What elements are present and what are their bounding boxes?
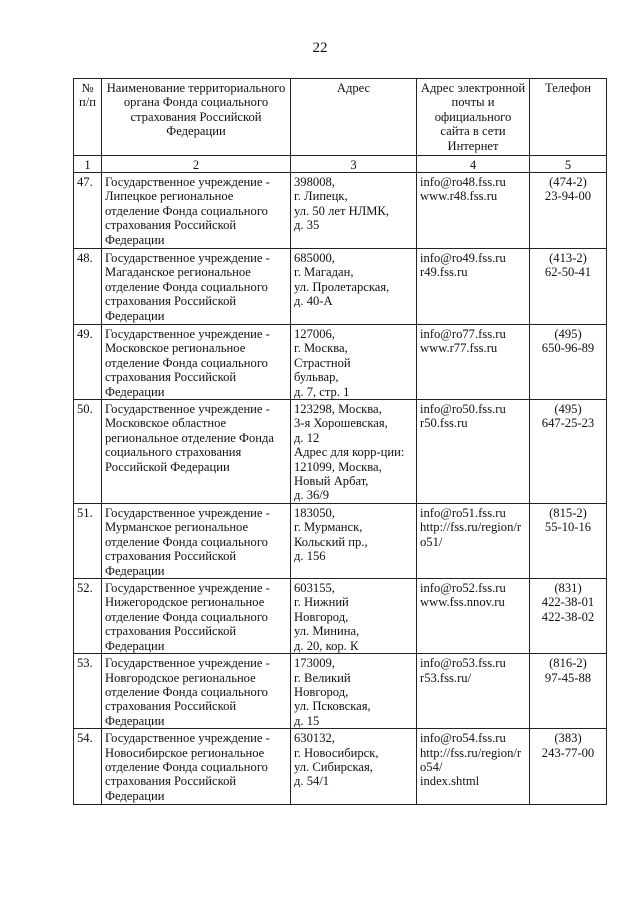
office-address: [291, 325, 417, 400]
office-contacts: [417, 654, 530, 729]
office-name-line: отделение Фонда социального: [105, 534, 268, 549]
office-phone-line: 422-38-01: [541, 595, 595, 610]
office-contacts-line: o54/: [420, 759, 443, 774]
office-name-line: Мурманское региональное: [105, 520, 249, 535]
row-number: 49.: [74, 325, 102, 400]
office-name-line: Новосибирское региональное: [105, 745, 265, 760]
office-name-line: региональное отделение Фонда: [105, 430, 275, 445]
office-address: [291, 654, 417, 729]
header-phone: Телефон: [530, 79, 607, 156]
office-phone: [530, 325, 607, 400]
office-address: [291, 249, 417, 325]
office-contacts-line: info@ro50.fss.ru: [420, 402, 506, 417]
office-phone-line: 243-77-00: [541, 745, 595, 760]
header-email-site: Адрес электронной почты и официального сайта в сети Интернет: [417, 79, 530, 156]
office-name-line: отделение Фонда социального: [105, 684, 268, 699]
office-contacts: [417, 249, 530, 325]
office-address-line: ул. 50 лет НЛМК,: [294, 203, 389, 218]
office-name-line: страхования Российской: [105, 549, 237, 564]
office-phone: [530, 579, 607, 654]
office-name-line: Федерации: [105, 232, 165, 247]
page-number: 22: [312, 40, 328, 56]
office-name-line: отделение Фонда социального: [105, 609, 268, 624]
office-contacts-line: www.fss.nnov.ru: [420, 595, 505, 610]
office-contacts-line: http://fss.ru/region/r: [420, 745, 522, 760]
office-contacts-line: info@ro49.fss.ru: [420, 251, 506, 265]
table-row: [74, 654, 607, 729]
office-name-line: Новгородское региональное: [105, 670, 256, 685]
office-contacts: [417, 400, 530, 504]
office-address-line: г. Мурманск,: [294, 520, 363, 535]
office-contacts: [417, 729, 530, 805]
office-contacts-line: info@ro51.fss.ru: [420, 506, 506, 521]
table-row: [74, 504, 607, 579]
office-phone: [530, 654, 607, 729]
office-name: [102, 400, 291, 504]
office-name-line: страхования Российской: [105, 370, 237, 385]
office-contacts-line: info@ro53.fss.ru: [420, 656, 506, 671]
office-name-line: Московское областное: [105, 416, 227, 431]
column-number: 5: [530, 156, 607, 173]
office-contacts: [417, 173, 530, 249]
office-address: [291, 579, 417, 654]
table-row: [74, 729, 607, 805]
office-name-line: страхования Российской: [105, 624, 237, 639]
office-phone: [530, 173, 607, 249]
office-phone-line: (495): [554, 327, 582, 341]
office-address-line: 398008,: [294, 175, 335, 189]
office-name-line: Московское региональное: [105, 341, 246, 356]
office-contacts-line: info@ro52.fss.ru: [420, 581, 506, 596]
office-name-line: Федерации: [105, 638, 165, 653]
office-name-line: Федерации: [105, 563, 165, 578]
office-address: [291, 729, 417, 805]
office-address-line: г. Великий: [294, 670, 351, 685]
office-name: [102, 579, 291, 654]
office-address: [291, 173, 417, 249]
office-contacts-line: info@ro54.fss.ru: [420, 731, 506, 746]
office-phone-line: 97-45-88: [544, 670, 592, 685]
office-address-line: 603155,: [294, 581, 335, 596]
office-phone: [530, 400, 607, 504]
office-contacts-line: r53.fss.ru/: [420, 670, 472, 685]
row-number: 51.: [74, 504, 102, 579]
column-number: 2: [102, 156, 291, 173]
office-address-line: Новый Арбат,: [294, 474, 369, 489]
office-phone-line: (831): [554, 581, 582, 596]
header-name: Наименование территориального органа Фонда социального страхования Российской Федерации: [102, 79, 291, 156]
office-address-line: д. 15: [294, 713, 320, 728]
office-phone-line: (815-2): [549, 506, 587, 521]
office-name: [102, 729, 291, 805]
table-row: [74, 249, 607, 325]
table-row: [74, 173, 607, 249]
office-phone-line: (474-2): [549, 175, 587, 189]
office-name: [102, 325, 291, 400]
office-address: [291, 504, 417, 579]
office-name-line: отделение Фонда социального: [105, 355, 268, 370]
table-row: [74, 325, 607, 400]
office-phone-line: 23-94-00: [544, 189, 592, 204]
office-address-line: г. Москва,: [294, 341, 348, 356]
office-address-line: ул. Пролетарская,: [294, 279, 390, 294]
office-name-line: Государственное учреждение -: [105, 327, 270, 341]
table-row: [74, 579, 607, 654]
office-address-line: г. Магадан,: [294, 265, 354, 280]
office-address-line: д. 156: [294, 549, 326, 564]
office-phone: [530, 504, 607, 579]
table-header-row: [74, 79, 607, 156]
office-phone-line: 55-10-16: [544, 520, 592, 535]
office-address-line: 630132,: [294, 731, 335, 746]
office-name-line: отделение Фонда социального: [105, 759, 268, 774]
office-contacts-line: http://fss.ru/region/r: [420, 520, 522, 535]
office-address-line: д. 12: [294, 430, 320, 445]
office-name-line: Федерации: [105, 713, 165, 728]
office-address-line: бульвар,: [294, 370, 339, 385]
office-name-line: страхования Российской: [105, 699, 237, 714]
office-name-line: отделение Фонда социального: [105, 203, 268, 218]
office-address-line: ул. Сибирская,: [294, 759, 373, 774]
office-contacts-line: index.shtml: [420, 774, 480, 789]
office-name: [102, 504, 291, 579]
fss-offices-table: [73, 78, 607, 805]
row-number: 47.: [74, 173, 102, 249]
office-contacts: [417, 325, 530, 400]
office-phone-line: (816-2): [549, 656, 587, 671]
office-address-line: г. Нижний: [294, 595, 349, 610]
office-address-line: г. Липецк,: [294, 189, 348, 204]
column-number: 1: [74, 156, 102, 173]
office-phone: [530, 729, 607, 805]
office-address-line: ул. Минина,: [294, 624, 360, 639]
table-row: [74, 400, 607, 504]
office-contacts: [417, 579, 530, 654]
table-body: [74, 173, 607, 805]
office-name: [102, 654, 291, 729]
office-contacts: [417, 504, 530, 579]
office-contacts-line: o51/: [420, 534, 443, 549]
office-contacts-line: www.r77.fss.ru: [420, 341, 498, 356]
office-address-line: 183050,: [294, 506, 335, 521]
office-name-line: Нижегородское региональное: [105, 595, 265, 610]
office-address: [291, 400, 417, 504]
row-number: 52.: [74, 579, 102, 654]
office-phone-line: (495): [554, 402, 582, 417]
office-phone: [530, 249, 607, 325]
office-name-line: Федерации: [105, 384, 165, 399]
office-phone-line: (413-2): [549, 251, 587, 265]
office-phone-line: (383): [554, 731, 582, 746]
office-address-line: 127006,: [294, 327, 335, 341]
row-number: 50.: [74, 400, 102, 504]
office-name-line: Государственное учреждение -: [105, 175, 270, 189]
office-name-line: страхования Российской: [105, 774, 237, 789]
office-name-line: Федерации: [105, 308, 165, 323]
office-address-line: Новгород,: [294, 609, 349, 624]
office-address-line: г. Новосибирск,: [294, 745, 379, 760]
office-address-line: Страстной: [294, 355, 351, 370]
column-number: 4: [417, 156, 530, 173]
office-name-line: Липецкое региональное: [105, 189, 234, 204]
office-phone-line: 62-50-41: [544, 265, 592, 280]
office-name: [102, 249, 291, 325]
row-number: 48.: [74, 249, 102, 325]
office-phone-line: 422-38-02: [541, 609, 595, 624]
office-name-line: Государственное учреждение -: [105, 506, 270, 521]
office-address-line: Кольский пр.,: [294, 534, 368, 549]
office-name-line: социального страхования: [105, 445, 242, 460]
office-phone-line: 647-25-23: [541, 416, 595, 431]
office-contacts-line: info@ro77.fss.ru: [420, 327, 506, 341]
row-number: 53.: [74, 654, 102, 729]
office-address-line: д. 36/9: [294, 488, 330, 503]
header-number: № п/п: [74, 79, 102, 156]
office-address-line: 123298, Москва,: [294, 402, 382, 417]
office-name-line: страхования Российской: [105, 218, 237, 233]
office-address-line: ул. Псковская,: [294, 699, 371, 714]
row-number: 54.: [74, 729, 102, 805]
office-name-line: Государственное учреждение -: [105, 251, 270, 265]
office-contacts-line: r50.fss.ru: [420, 416, 468, 431]
office-address-line: д. 40-А: [294, 294, 333, 309]
office-address-line: 173009,: [294, 656, 335, 671]
office-name-line: Государственное учреждение -: [105, 656, 270, 671]
office-address-line: д. 7, стр. 1: [294, 384, 350, 399]
office-name-line: Федерации: [105, 788, 165, 803]
office-address-line: Адрес для корр-ции:: [294, 445, 405, 460]
office-address-line: 3-я Хорошевская,: [294, 416, 388, 431]
office-name-line: страхования Российской: [105, 294, 237, 309]
header-address: Адрес: [291, 79, 417, 156]
office-name: [102, 173, 291, 249]
office-contacts-line: info@ro48.fss.ru: [420, 175, 506, 189]
office-name-line: Государственное учреждение -: [105, 731, 270, 746]
office-name-line: Российской Федерации: [105, 459, 230, 474]
office-contacts-line: www.r48.fss.ru: [420, 189, 498, 204]
office-name-line: Государственное учреждение -: [105, 581, 270, 596]
office-name-line: Государственное учреждение -: [105, 402, 270, 417]
office-contacts-line: r49.fss.ru: [420, 265, 468, 280]
column-number: 3: [291, 156, 417, 173]
office-address-line: 121099, Москва,: [294, 459, 382, 474]
office-address-line: 685000,: [294, 251, 335, 265]
office-address-line: д. 20, кор. К: [294, 638, 359, 653]
office-address-line: д. 54/1: [294, 774, 330, 789]
office-name-line: Магаданское региональное: [105, 265, 251, 280]
office-address-line: Новгород,: [294, 684, 349, 699]
column-number-row: [74, 156, 607, 173]
office-address-line: д. 35: [294, 218, 320, 233]
office-phone-line: 650-96-89: [541, 341, 595, 356]
office-name-line: отделение Фонда социального: [105, 279, 268, 294]
